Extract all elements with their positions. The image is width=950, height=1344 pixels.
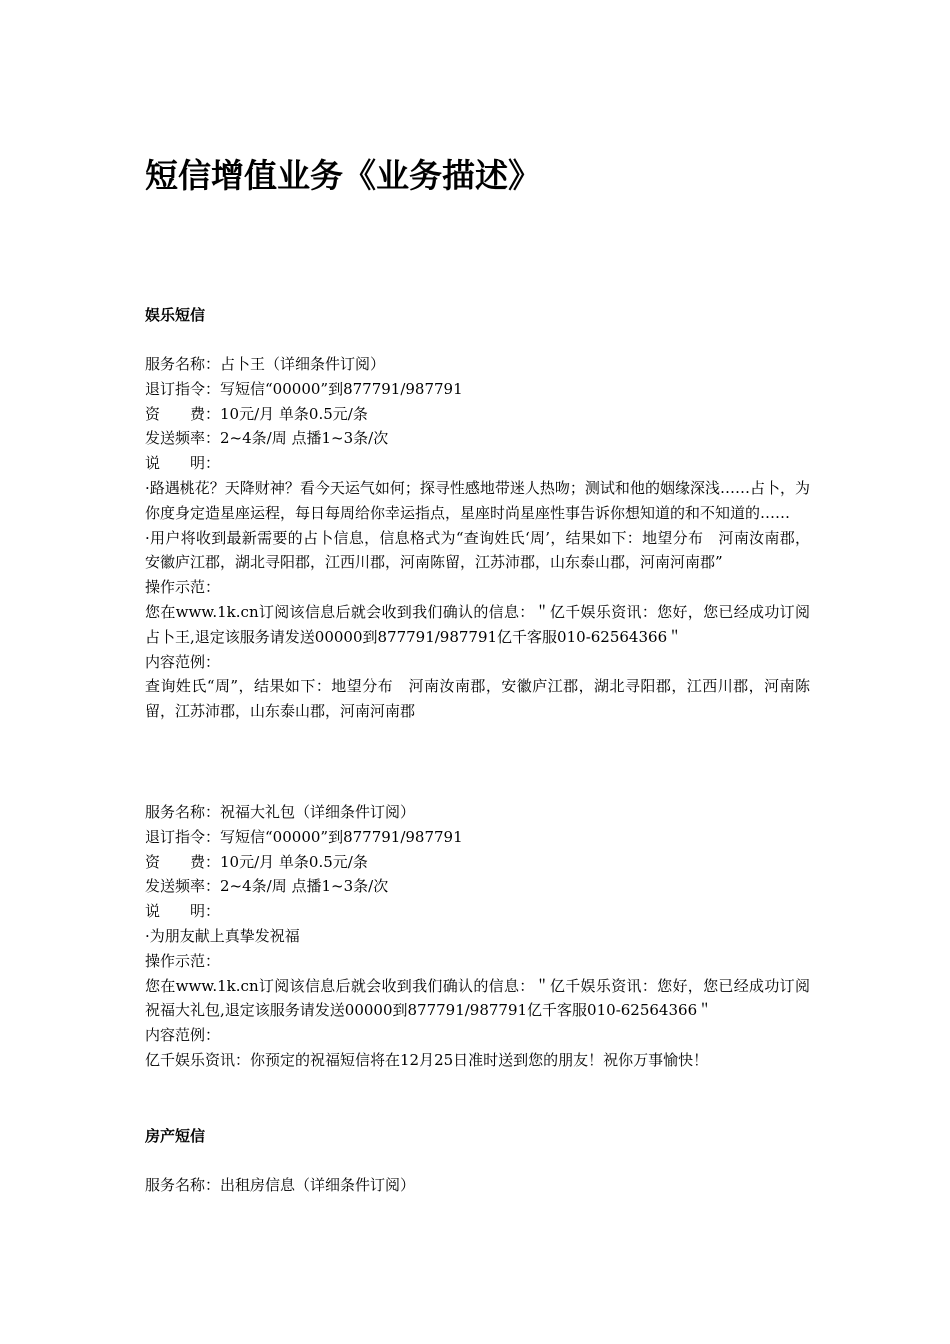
service-block-fortune <box>145 352 810 724</box>
description-paragraph: ·路遇桃花？天降财神？看今天运气如何；探寻性感地带迷人热吻；测试和他的姻缘深浅……占卜，为你度身定造星座运程，每日每周给你幸运指点，星座时尚星座性事告诉你想知道的和不知道的…… <box>145 478 810 522</box>
section-heading-entertainment: 娱乐短信 <box>145 306 206 324</box>
frequency-row: 发送频率：2~4条/周 点播1~3条/次 <box>145 429 389 448</box>
description-label: 说 明： <box>145 902 221 921</box>
content-label: 内容范例： <box>145 1026 221 1045</box>
document-title: 短信增值业务《业务描述》 <box>145 156 541 195</box>
example-text: 您在www.1k.cn订阅该信息后就会收到我们确认的信息：＂亿千娱乐资讯：您好，您已经成功订阅占卜王,退定该服务请发送00000到877791/987791亿千客服010-62564366＂ <box>145 602 810 646</box>
section-heading-real-estate: 房产短信 <box>145 1127 206 1145</box>
service-block-blessing <box>145 800 810 1073</box>
unsubscribe-row: 退订指令：写短信“00000”到877791/987791 <box>145 827 463 846</box>
fee-row: 资 费：10元/月 单条0.5元/条 <box>145 852 368 871</box>
description-paragraph: ·为朋友献上真挚发祝福 <box>145 926 300 945</box>
content-text: 亿千娱乐资讯：你预定的祝福短信将在12月25日准时送到您的朋友！祝你万事愉快！ <box>145 1050 709 1069</box>
service-block-rental <box>145 1173 810 1198</box>
service-name-row: 服务名称：占卜王（详细条件订阅） <box>145 355 386 373</box>
example-label: 操作示范： <box>145 951 221 970</box>
unsubscribe-row: 退订指令：写短信“00000”到877791/987791 <box>145 379 463 398</box>
frequency-row: 发送频率：2~4条/周 点播1~3条/次 <box>145 877 389 896</box>
content-text: 查询姓氏“周”，结果如下：地望分布 河南汝南郡，安徽庐江郡，湖北寻阳郡，江西川郡，河南陈留，江苏沛郡，山东泰山郡，河南河南郡 <box>145 677 810 721</box>
fee-row: 资 费：10元/月 单条0.5元/条 <box>145 404 368 423</box>
content-label: 内容范例： <box>145 652 221 671</box>
description-label: 说 明： <box>145 454 221 473</box>
example-label: 操作示范： <box>145 578 221 597</box>
service-name-row: 服务名称：出租房信息（详细条件订阅） <box>145 1176 416 1194</box>
description-paragraph: ·用户将收到最新需要的占卜信息，信息格式为“查询姓氏‘周’，结果如下：地望分布 河南汝南郡，安徽庐江郡，湖北寻阳郡，江西川郡，河南陈留，江苏沛郡，山东泰山郡，河南河南郡” <box>145 528 810 572</box>
service-name-row: 服务名称：祝福大礼包（详细条件订阅） <box>145 803 416 821</box>
example-text: 您在www.1k.cn订阅该信息后就会收到我们确认的信息：＂亿千娱乐资讯：您好，您已经成功订阅祝福大礼包,退定该服务请发送00000到877791/987791亿千客服010-62564366＂ <box>145 976 810 1020</box>
